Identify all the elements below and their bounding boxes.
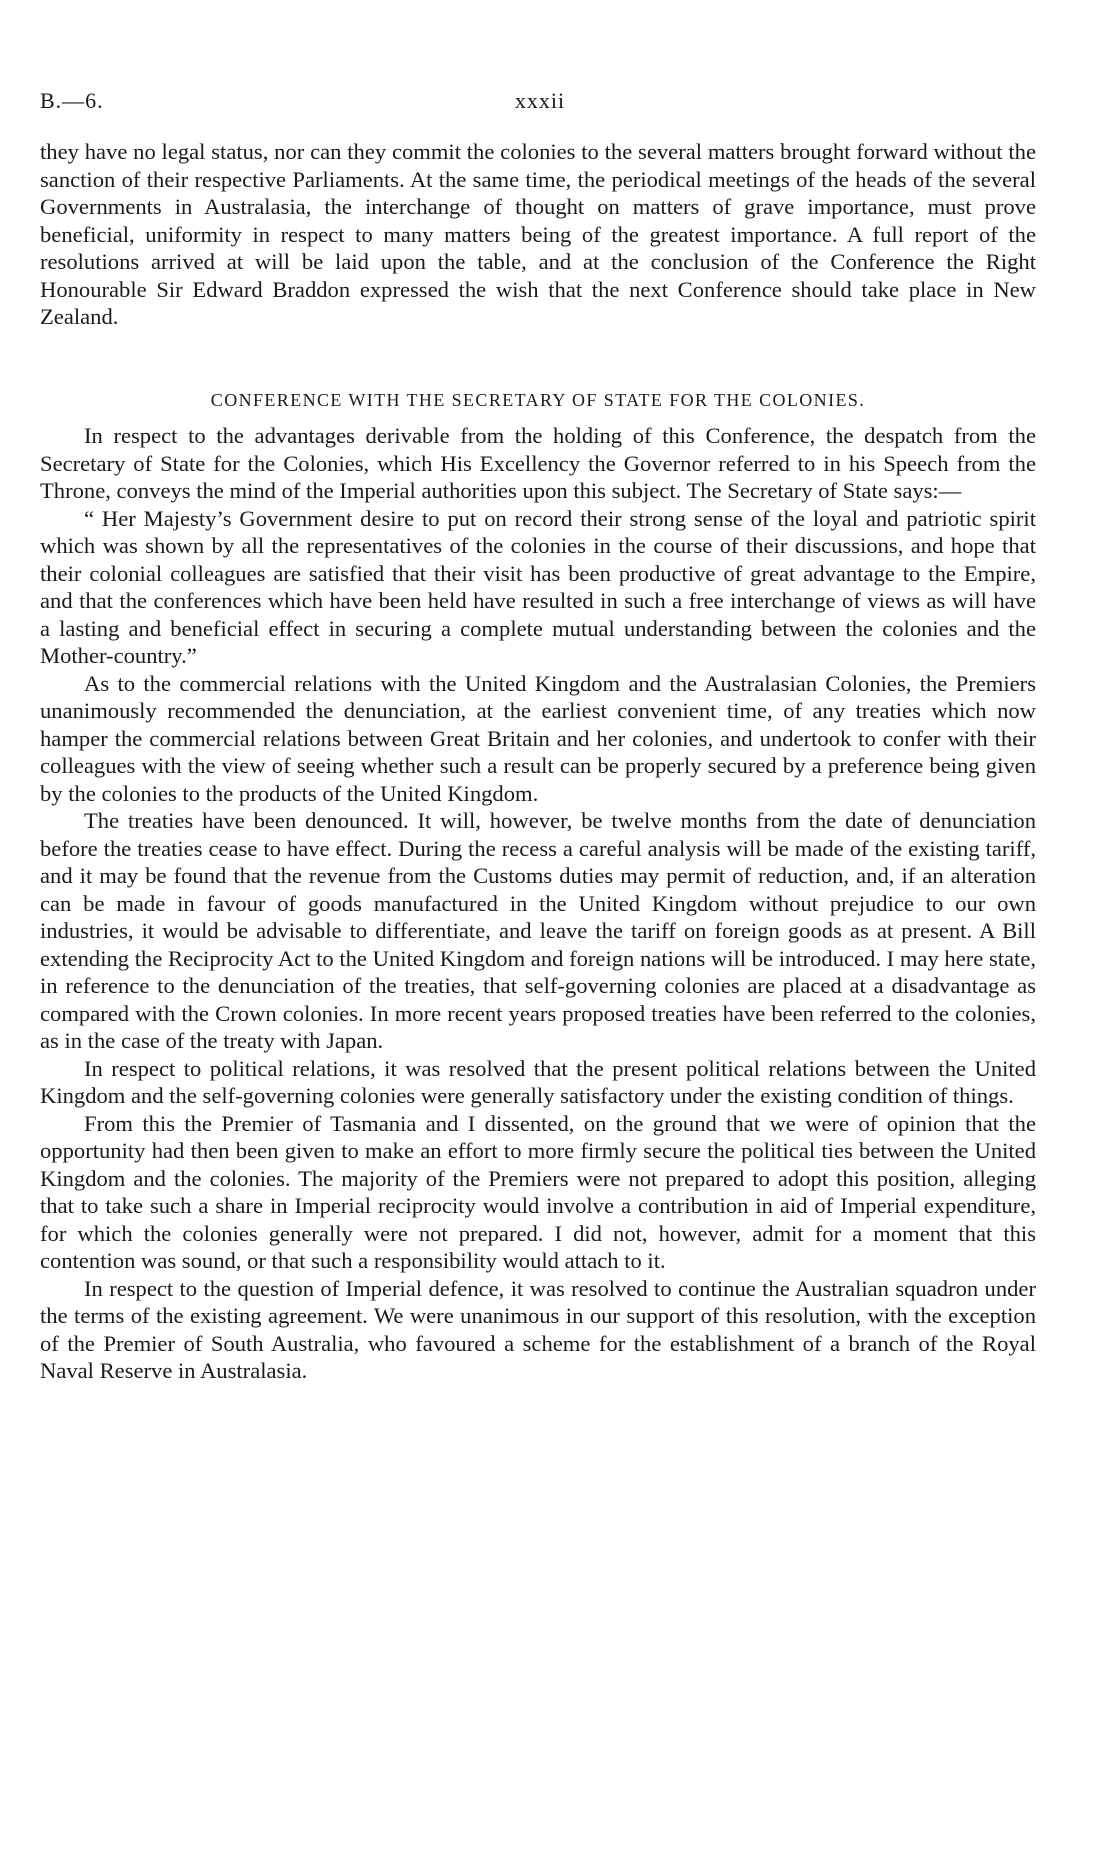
quotation-paragraph: “ Her Majesty’s Government desire to put on record their strong sense of the loyal and patriotic spirit which was shown by all the representatives of the colonies in the course of their discussions, and hope that their colonial colleagues are satisfied that their visit has been productive of great advantage to the Empire, and that the conferences which have been held have resulted in such a free interchange of views as will have a lasting and beneficial effect in securing a complete mutual understanding between the colonies and the Mother-country.” bbox=[40, 505, 1036, 668]
paragraph: From this the Premier of Tasmania and I dissented, on the ground that we were of opinion that the opportunity had then been given to make an effort to more firmly secure the political ties between the United Kingdom and the colonies. The majority of the Premiers were not prepared to adopt this position, alleging that to take such a share in Imperial reciprocity would involve a contribution in aid of Imperial expenditure, for which the colonies generally were not prepared. I did not, however, admit for a moment that this contention was sound, or that such a responsibility would attach to it. bbox=[40, 1110, 1036, 1273]
section-heading: CONFERENCE WITH THE SECRETARY OF STATE FOR THE COLONIES. bbox=[210, 389, 866, 410]
document-reference: B.—6. bbox=[40, 88, 104, 113]
page-body bbox=[40, 138, 1036, 1385]
paragraph: The treaties have been denounced. It will, however, be twelve months from the date of denunciation before the treaties cease to have effect. During the recess a careful analysis will be made of the existing tariff, and it may be found that the revenue from the Customs duties may permit of reduction, and, if an alteration can be made in favour of goods manufactured in the United Kingdom without prejudice to our own industries, it would be advisable to differentiate, and leave the tariff on foreign goods as at present. A Bill extending the Reciprocity Act to the United Kingdom and foreign nations will be introduced. I may here state, in reference to the denunciation of the treaties, that self-governing colonies are placed at a disadvantage as compared with the Crown colonies. In more recent years proposed treaties have been referred to the colonies, as in the case of the treaty with Japan. bbox=[40, 808, 1036, 1053]
paragraph: As to the commercial relations with the United Kingdom and the Australasian Colonies, the Premiers unanimously recommended the denunciation, at the earliest convenient time, of any treaties which now hamper the commercial relations between Great Britain and her colonies, and undertook to confer with their colleagues with the view of seeing whether such a result can be properly secured by a preference being given by the colonies to the products of the United Kingdom. bbox=[40, 670, 1036, 806]
paragraph: In respect to the advantages derivable from the holding of this Conference, the despatch from the Secretary of State for the Colonies, which His Excellency the Governor referred to in his Speech from the Throne, conveys the mind of the Imperial authorities upon this subject. The Secretary of State says:— bbox=[40, 423, 1036, 503]
page-header bbox=[40, 88, 1040, 120]
paragraph: In respect to political relations, it was resolved that the present political relations between the United Kingdom and the self-governing colonies were generally satisfactory under the existing condition of things. bbox=[40, 1055, 1036, 1108]
page-number: xxxii bbox=[514, 88, 566, 113]
paragraph: In respect to the question of Imperial defence, it was resolved to continue the Australian squadron under the terms of the existing agreement. We were unanimous in our support of this resolution, with the exception of the Premier of South Australia, who favoured a scheme for the establishment of a branch of the Royal Naval Reserve in Australasia. bbox=[40, 1275, 1036, 1383]
paragraph: they have no legal status, nor can they commit the colonies to the several matters brought forward without the sanction of their respective Parliaments. At the same time, the periodical meetings of the heads of the several Governments in Australasia, the interchange of thought on matters of grave importance, must prove beneficial, uniformity in respect to many matters being of the greatest importance. A full report of the resolutions arrived at will be laid upon the table, and at the conclusion of the Conference the Right Honourable Sir Edward Braddon expressed the wish that the next Conference should take place in New Zealand. bbox=[40, 139, 1036, 329]
